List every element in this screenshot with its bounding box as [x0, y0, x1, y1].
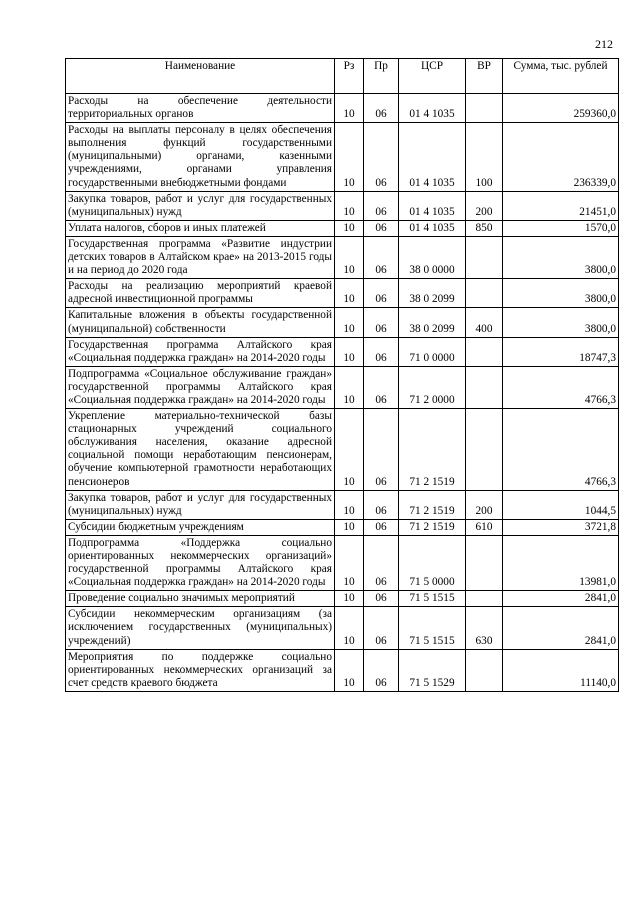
row-vr: [466, 409, 503, 491]
row-csr: 71 0 0000: [399, 337, 466, 366]
row-name: Субсидии некоммерческим организациям (за исключением государственных (муниципальных) учреждений): [66, 607, 335, 649]
row-vr: [466, 366, 503, 408]
row-sum: 1570,0: [503, 220, 619, 236]
row-name: Мероприятия по поддержке социально ориентированных некоммерческих организаций за счет средств краевого бюджета: [66, 649, 335, 691]
row-sum: 3800,0: [503, 236, 619, 278]
row-csr: 71 5 1515: [399, 591, 466, 607]
row-sum: 4766,3: [503, 409, 619, 491]
row-rz: 10: [335, 535, 364, 590]
row-vr: [466, 649, 503, 691]
row-vr: 400: [466, 308, 503, 337]
row-name: Государственная программа Алтайского края «Социальная поддержка граждан» на 2014-2020 годы: [66, 337, 335, 366]
row-name: Расходы на реализацию мероприятий краевой адресной инвестиционной программы: [66, 279, 335, 308]
header-name: Наименование: [66, 59, 335, 94]
table-row: [66, 366, 619, 408]
row-name: Субсидии бюджетным учреждениям: [66, 519, 335, 535]
header-sum: Сумма, тыс. рублей: [503, 59, 619, 94]
row-csr: 01 4 1035: [399, 94, 466, 123]
row-name: Государственная программа «Развитие индустрии детских товаров в Алтайском крае» на 2013-2015 годы и на период до 2020 года: [66, 236, 335, 278]
row-vr: 850: [466, 220, 503, 236]
table-row: [66, 123, 619, 191]
row-pr: 06: [364, 535, 399, 590]
row-sum: 3800,0: [503, 308, 619, 337]
row-sum: 259360,0: [503, 94, 619, 123]
table-row: [66, 337, 619, 366]
row-pr: 06: [364, 607, 399, 649]
table-row: [66, 94, 619, 123]
table-row: [66, 591, 619, 607]
table-row: [66, 490, 619, 519]
header-csr: ЦСР: [399, 59, 466, 94]
row-rz: 10: [335, 366, 364, 408]
row-vr: [466, 94, 503, 123]
row-vr: [466, 279, 503, 308]
row-pr: 06: [364, 279, 399, 308]
row-rz: 10: [335, 337, 364, 366]
header-vr: ВР: [466, 59, 503, 94]
table-row: [66, 220, 619, 236]
row-rz: 10: [335, 591, 364, 607]
row-vr: 200: [466, 490, 503, 519]
table-row: [66, 535, 619, 590]
page-number: 212: [595, 37, 613, 51]
row-rz: 10: [335, 607, 364, 649]
row-vr: [466, 236, 503, 278]
row-name: Закупка товаров, работ и услуг для государственных (муниципальных) нужд: [66, 490, 335, 519]
row-pr: 06: [364, 649, 399, 691]
table-row: [66, 308, 619, 337]
row-sum: 11140,0: [503, 649, 619, 691]
row-pr: 06: [364, 591, 399, 607]
row-rz: 10: [335, 490, 364, 519]
row-rz: 10: [335, 308, 364, 337]
row-vr: 610: [466, 519, 503, 535]
row-csr: 01 4 1035: [399, 220, 466, 236]
row-vr: [466, 535, 503, 590]
row-pr: 06: [364, 236, 399, 278]
row-vr: [466, 591, 503, 607]
row-csr: 71 2 1519: [399, 409, 466, 491]
table-row: [66, 519, 619, 535]
row-sum: 1044,5: [503, 490, 619, 519]
row-csr: 71 5 0000: [399, 535, 466, 590]
row-name: Закупка товаров, работ и услуг для государственных (муниципальных) нужд: [66, 191, 335, 220]
row-pr: 06: [364, 337, 399, 366]
row-pr: 06: [364, 366, 399, 408]
table-row: [66, 236, 619, 278]
row-sum: 4766,3: [503, 366, 619, 408]
row-rz: 10: [335, 94, 364, 123]
row-name: Уплата налогов, сборов и иных платежей: [66, 220, 335, 236]
row-name: Расходы на обеспечение деятельности территориальных органов: [66, 94, 335, 123]
row-sum: 2841,0: [503, 591, 619, 607]
row-name: Подпрограмма «Поддержка социально ориентированных некоммерческих организаций» государственной программы Алтайского края «Социальная поддержка граждан» на 2014-2020 годы: [66, 535, 335, 590]
row-rz: 10: [335, 191, 364, 220]
row-vr: [466, 337, 503, 366]
row-csr: 71 2 1519: [399, 490, 466, 519]
row-sum: 13981,0: [503, 535, 619, 590]
row-pr: 06: [364, 191, 399, 220]
row-pr: 06: [364, 220, 399, 236]
row-rz: 10: [335, 123, 364, 191]
row-rz: 10: [335, 519, 364, 535]
table-row: [66, 409, 619, 491]
row-rz: 10: [335, 649, 364, 691]
header-rz: Рз: [335, 59, 364, 94]
row-pr: 06: [364, 123, 399, 191]
row-csr: 71 2 0000: [399, 366, 466, 408]
table-row: [66, 191, 619, 220]
row-csr: 38 0 0000: [399, 236, 466, 278]
row-pr: 06: [364, 308, 399, 337]
table-row: [66, 649, 619, 691]
row-rz: 10: [335, 409, 364, 491]
row-pr: 06: [364, 490, 399, 519]
row-pr: 06: [364, 94, 399, 123]
row-name: Проведение социально значимых мероприятий: [66, 591, 335, 607]
budget-table: [65, 58, 619, 692]
row-name: Укрепление материально-технической базы стационарных учреждений социального обслуживания населения, оказание адресной социальной помощи неработающим пенсионерам, обучение компьютерной грамотности неработающих пенсионеров: [66, 409, 335, 491]
row-rz: 10: [335, 220, 364, 236]
row-name: Подпрограмма «Социальное обслуживание граждан» государственной программы Алтайского края «Социальная поддержка граждан» на 2014-2020 годы: [66, 366, 335, 408]
row-sum: 3800,0: [503, 279, 619, 308]
row-pr: 06: [364, 409, 399, 491]
header-pr: Пр: [364, 59, 399, 94]
row-csr: 38 0 2099: [399, 279, 466, 308]
row-name: Расходы на выплаты персоналу в целях обеспечения выполнения функций государственными (муниципальными) органами, казенными учреждениями, органами управления государственными внебюджетными фондами: [66, 123, 335, 191]
row-vr: 630: [466, 607, 503, 649]
row-pr: 06: [364, 519, 399, 535]
row-csr: 71 5 1529: [399, 649, 466, 691]
row-csr: 71 2 1519: [399, 519, 466, 535]
row-sum: 3721,8: [503, 519, 619, 535]
row-sum: 21451,0: [503, 191, 619, 220]
row-csr: 01 4 1035: [399, 191, 466, 220]
row-sum: 18747,3: [503, 337, 619, 366]
table-header-row: [66, 59, 619, 94]
row-sum: 2841,0: [503, 607, 619, 649]
row-vr: 100: [466, 123, 503, 191]
row-vr: 200: [466, 191, 503, 220]
row-csr: 38 0 2099: [399, 308, 466, 337]
table-row: [66, 607, 619, 649]
row-rz: 10: [335, 279, 364, 308]
row-csr: 71 5 1515: [399, 607, 466, 649]
row-rz: 10: [335, 236, 364, 278]
row-name: Капитальные вложения в объекты государственной (муниципальной) собственности: [66, 308, 335, 337]
table-row: [66, 279, 619, 308]
row-sum: 236339,0: [503, 123, 619, 191]
row-csr: 01 4 1035: [399, 123, 466, 191]
